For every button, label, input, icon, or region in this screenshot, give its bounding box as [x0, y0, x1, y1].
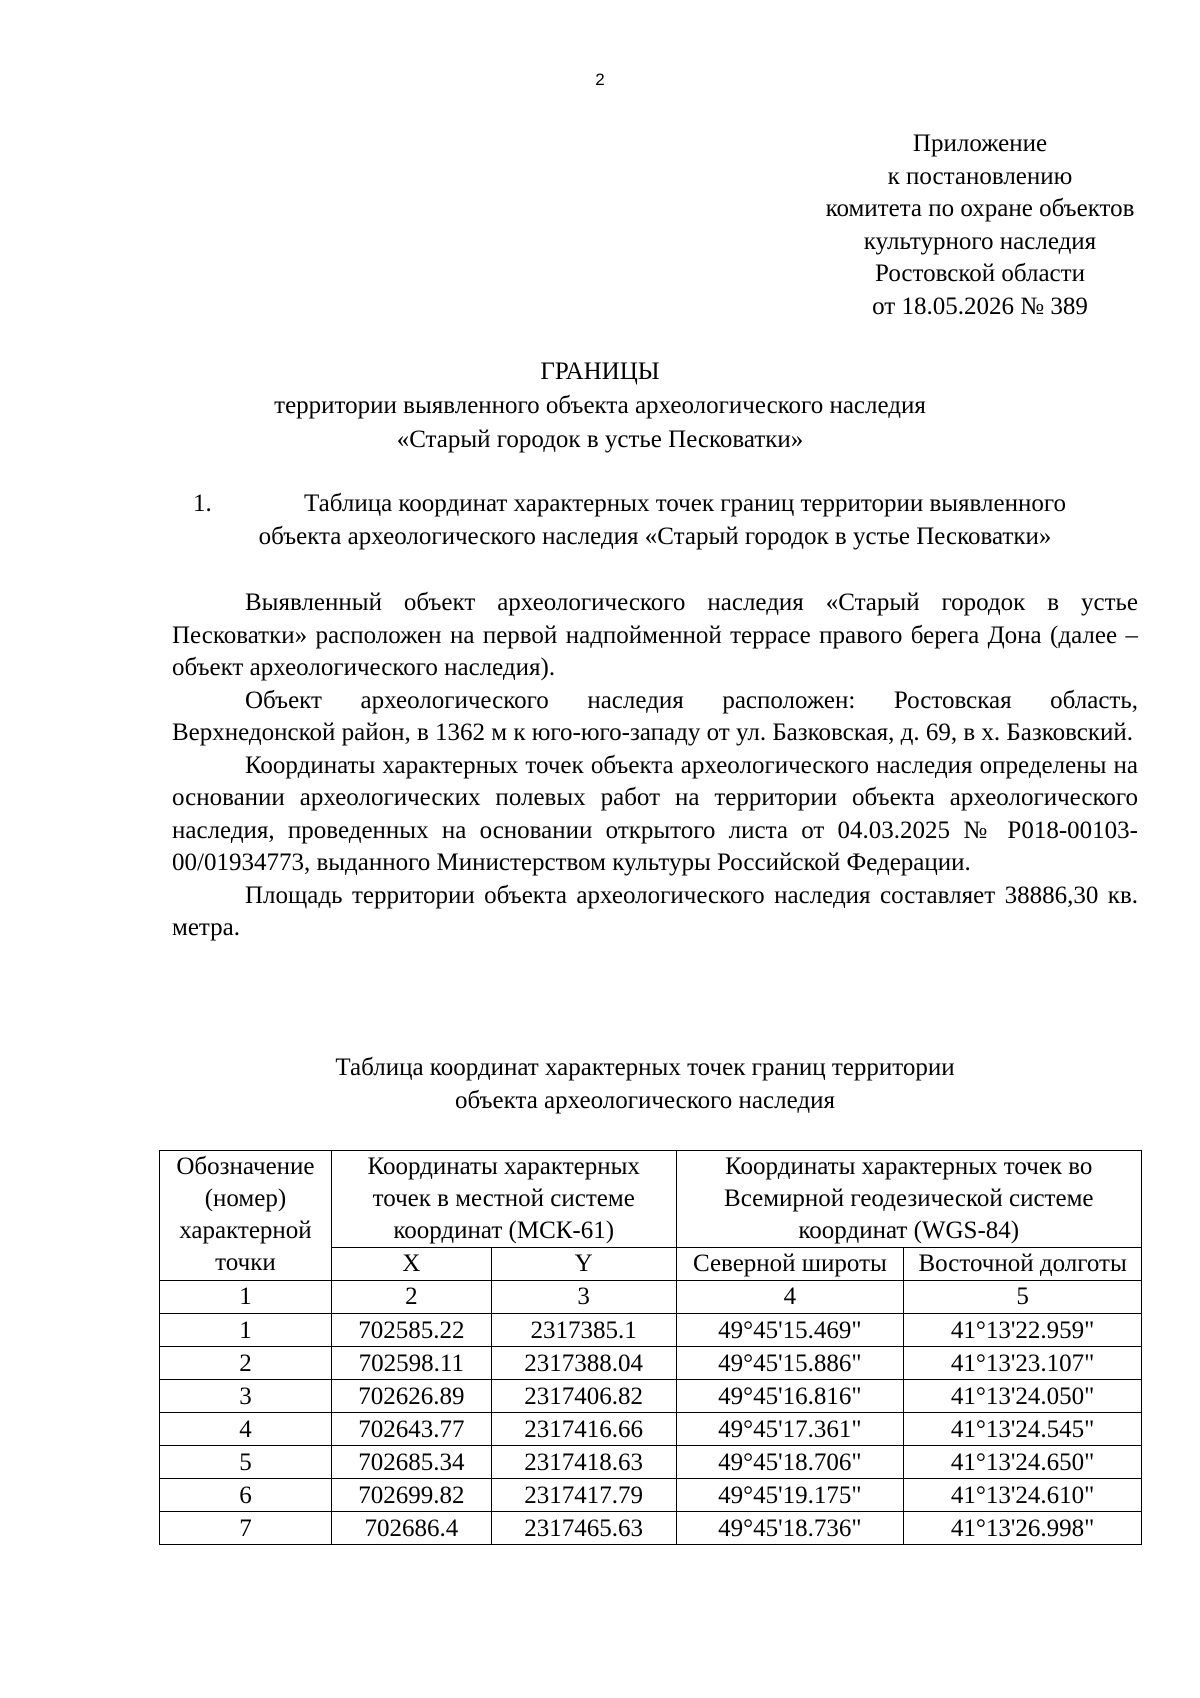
cell-x: 702626.89	[331, 1380, 491, 1413]
cell-lat: 49°45'19.175"	[676, 1479, 904, 1512]
body-text	[172, 587, 1138, 945]
document-subtitle-line: территории выявленного объекта археологического наследия	[274, 392, 926, 419]
section-heading-line: Таблица координат характерных точек границ территории выявленного	[304, 490, 1066, 517]
cell-point: 4	[160, 1413, 332, 1446]
appendix-line: к постановлению	[887, 162, 1073, 190]
cell-lon: 41°13'24.545"	[904, 1413, 1142, 1446]
section-heading	[175, 488, 1135, 553]
table-row	[160, 1314, 1142, 1347]
header-y: Y	[491, 1248, 676, 1281]
column-number: 1	[160, 1281, 332, 1314]
cell-y: 2317406.82	[491, 1380, 676, 1413]
paragraph: Площадь территории объекта археологического наследия составляет 38886,30 кв. метра.	[172, 881, 1138, 941]
cell-lat: 49°45'17.361"	[676, 1413, 904, 1446]
cell-x: 702585.22	[331, 1314, 491, 1347]
cell-y: 2317418.63	[491, 1446, 676, 1479]
cell-lat: 49°45'16.816"	[676, 1380, 904, 1413]
appendix-line: комитета по охране объектов	[825, 195, 1135, 222]
document-subtitle-line: «Старый городок в устье Песковатки»	[396, 426, 804, 453]
cell-point: 3	[160, 1380, 332, 1413]
appendix-line: Ростовской области	[875, 260, 1085, 287]
cell-lon: 41°13'24.610"	[904, 1479, 1142, 1512]
cell-x: 702598.11	[331, 1347, 491, 1380]
table-row	[160, 1446, 1142, 1479]
cell-lon: 41°13'24.650"	[904, 1446, 1142, 1479]
cell-x: 702686.4	[331, 1512, 491, 1545]
column-number: 4	[676, 1281, 904, 1314]
cell-point: 1	[160, 1314, 332, 1347]
appendix-line: культурного наследия	[863, 227, 1097, 255]
cell-y: 2317416.66	[491, 1413, 676, 1446]
cell-point: 2	[160, 1347, 332, 1380]
header-msk-group: Координаты характерных точек в местной системе координат (МСК-61)	[331, 1151, 676, 1248]
appendix-block	[760, 128, 1200, 323]
cell-y: 2317417.79	[491, 1479, 676, 1512]
cell-lat: 49°45'18.706"	[676, 1446, 904, 1479]
table-caption-line: Таблица координат характерных точек границ территории	[335, 1054, 955, 1081]
cell-point: 7	[160, 1512, 332, 1545]
table-caption	[0, 1052, 1200, 1117]
section-number: 1.	[193, 490, 212, 517]
column-number: 3	[491, 1281, 676, 1314]
header-lon: Восточной долготы	[904, 1248, 1142, 1281]
cell-y: 2317385.1	[491, 1314, 676, 1347]
cell-lon: 41°13'23.107"	[904, 1347, 1142, 1380]
cell-x: 702643.77	[331, 1413, 491, 1446]
cell-lat: 49°45'15.886"	[676, 1347, 904, 1380]
table-caption-line: объекта археологического наследия	[455, 1086, 835, 1114]
cell-y: 2317465.63	[491, 1512, 676, 1545]
paragraph: Выявленный объект археологического наследия «Старый городок в устье Песковатки» расположен на первой надпойменной террасе правого берега Дона (далее – объект археологического наследия).	[172, 589, 1138, 681]
cell-x: 702685.34	[331, 1446, 491, 1479]
document-title-block	[0, 355, 1200, 457]
header-wgs-group: Координаты характерных точек во Всемирной геодезической системе координат (WGS-84)	[676, 1151, 1141, 1248]
cell-lat: 49°45'18.736"	[676, 1512, 904, 1545]
table-row	[160, 1347, 1142, 1380]
paragraph: Координаты характерных точек объекта археологического наследия определены на основании археологических полевых работ на территории объекта археологического наследия, проведенных на основании открытого листа от 04.03.2025 № Р018-00103-00/01934773, выданного Министерством культуры Российской Федерации.	[172, 751, 1138, 876]
header-point: Обозначение (номер) характерной точки	[160, 1151, 332, 1281]
cell-point: 6	[160, 1479, 332, 1512]
column-number: 5	[904, 1281, 1142, 1314]
cell-point: 5	[160, 1446, 332, 1479]
appendix-line: Приложение	[912, 130, 1048, 157]
table-row	[160, 1413, 1142, 1446]
table-row	[160, 1380, 1142, 1413]
header-lat: Северной широты	[676, 1248, 904, 1281]
column-number: 2	[331, 1281, 491, 1314]
table-row	[160, 1479, 1142, 1512]
section-heading-line: объекта археологического наследия «Старый городок в устье Песковатки»	[258, 522, 1052, 550]
appendix-line: от 18.05.2026 № 389	[872, 292, 1088, 320]
table-row	[160, 1512, 1142, 1545]
cell-lon: 41°13'26.998"	[904, 1512, 1142, 1545]
document-title: ГРАНИЦЫ	[540, 358, 660, 385]
header-x: X	[331, 1248, 491, 1281]
cell-lon: 41°13'24.050"	[904, 1380, 1142, 1413]
cell-lat: 49°45'15.469"	[676, 1314, 904, 1347]
cell-lon: 41°13'22.959"	[904, 1314, 1142, 1347]
cell-x: 702699.82	[331, 1479, 491, 1512]
coordinates-table	[159, 1150, 1142, 1545]
cell-y: 2317388.04	[491, 1347, 676, 1380]
paragraph: Объект археологического наследия расположен: Ростовская область, Верхнедонской район, в 1362 м к юго-юго-западу от ул. Базковская, д. 69, в х. Базковский.	[172, 686, 1138, 746]
page-number: 2	[595, 70, 605, 89]
